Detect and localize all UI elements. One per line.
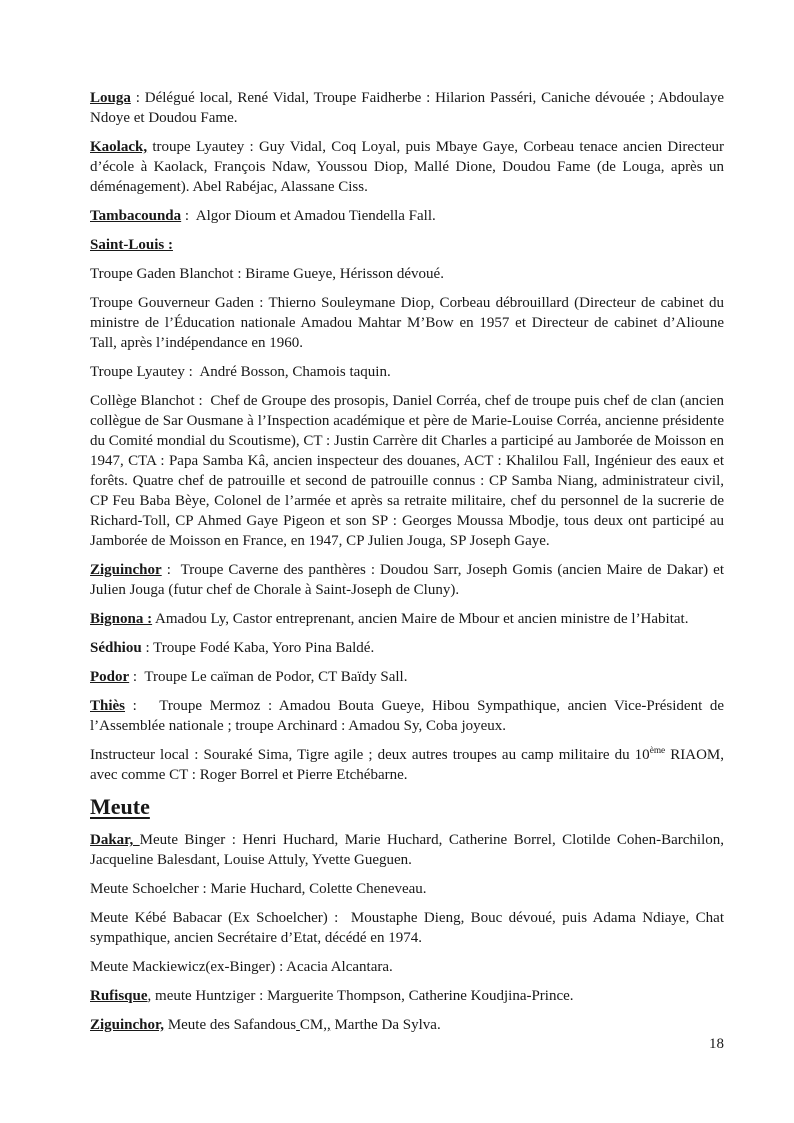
- paragraph: [90, 235, 724, 255]
- paragraph: [90, 830, 728, 870]
- section-heading: [90, 794, 724, 820]
- text-run: : Délégué local, René Vidal, Troupe Faidherbe : Hilarion Passéri, Caniche dévouée ; Abdoulaye Ndoye et Doudou Fame.: [90, 90, 728, 126]
- paragraph: [90, 609, 724, 629]
- text-run: CM: [299, 1017, 324, 1033]
- text-run: troupe Lyautey : Guy Vidal, Coq Loyal, puis Mbaye Gaye, Corbeau tenace ancien Directeur d’école à Kaolack, François Ndaw, Youssou Diop, Mallé Dione, Doudou Fame (de Louga, après un déménagement). Abel Rabéjac, Alassane Ciss.: [90, 139, 728, 195]
- text-run: ,,: [323, 1017, 331, 1033]
- paragraph: [90, 137, 728, 197]
- text-run: Meute Binger : Henri Huchard, Marie Huchard, Catherine Borrel, Clotilde Cohen-Barchilon, Jacqueline Balesdant, Louise Attuly, Yvette Gueguen.: [90, 832, 728, 868]
- text-run: Bignona :: [90, 611, 153, 627]
- text-run: Instructeur local : Souraké Sima, Tigre agile ; deux autres troupes au camp militaire du 10: [90, 747, 650, 763]
- text-run: Kaolack,: [90, 139, 148, 155]
- text-run: : Troupe Le caïman de Podor, CT Baïdy Sall.: [129, 669, 408, 685]
- text-run: Meute des Safandous: [164, 1017, 297, 1033]
- text-run: Troupe Lyautey : André Bosson, Chamois taquin.: [90, 364, 391, 380]
- paragraph: [90, 1015, 724, 1035]
- text-run: : Troupe Fodé Kaba, Yoro Pina Baldé.: [141, 640, 375, 656]
- paragraph: [90, 986, 724, 1006]
- paragraph: [90, 696, 728, 736]
- text-run: Troupe Gaden Blanchot : Birame Gueye, Hérisson dévoué.: [90, 266, 444, 282]
- paragraph: [90, 879, 724, 899]
- paragraph: [90, 560, 728, 600]
- paragraph: [90, 88, 728, 128]
- text-run: RIAOM, avec comme CT : Roger Borrel et Pierre Etchébarne.: [90, 747, 728, 783]
- text-run: Thiès: [90, 698, 126, 714]
- text-run: Ziguinchor,: [90, 1017, 165, 1033]
- text-run: Louga: [90, 90, 131, 106]
- paragraph: [90, 957, 724, 977]
- text-run: Meute Schoelcher : Marie Huchard, Colette Cheneveau.: [90, 881, 427, 897]
- text-run: , meute Huntziger : Marguerite Thompson, Catherine Koudjina-Prince.: [147, 988, 574, 1004]
- paragraph: [90, 908, 728, 948]
- paragraph: [90, 293, 728, 353]
- text-run: Sédhiou: [90, 640, 142, 656]
- paragraph: [90, 264, 724, 284]
- text-run: Meute Mackiewicz(ex-Binger) : Acacia Alcantara.: [90, 959, 393, 975]
- text-run: Marthe Da Sylva.: [330, 1017, 441, 1033]
- text-run: : Troupe Caverne des panthères : Doudou Sarr, Joseph Gomis (ancien Maire de Dakar) et Julien Jouga (futur chef de Chorale à Saint-Joseph de Cluny).: [90, 562, 728, 598]
- paragraph: [90, 667, 724, 687]
- text-run: Amadou Ly, Castor entreprenant, ancien Maire de Mbour et ancien ministre de l’Habitat.: [152, 611, 689, 627]
- text-run: Tambacounda: [90, 208, 182, 224]
- text-run: : Troupe Mermoz : Amadou Bouta Gueye, Hibou Sympathique, ancien Vice-Président de l’Assemblée nationale ; troupe Archinard : Amadou Sy, Coba joyeux.: [90, 698, 728, 734]
- text-run: Podor: [90, 669, 130, 685]
- paragraph: [90, 362, 724, 382]
- text-run: Saint-Louis :: [90, 237, 173, 253]
- text-run: : Algor Dioum et Amadou Tiendella Fall.: [181, 208, 436, 224]
- text-run: Meute: [90, 794, 150, 819]
- text-run: ème: [649, 746, 666, 756]
- text-run: Meute Kébé Babacar (Ex Schoelcher) : Moustaphe Dieng, Bouc dévoué, puis Adama Ndiaye, Chat sympathique, ancien Secrétaire d’Etat, décédé en 1974.: [90, 910, 728, 946]
- paragraph: [90, 391, 728, 551]
- paragraph: [90, 638, 724, 658]
- text-run: Collège Blanchot : Chef de Groupe des prosopis, Daniel Corréa, chef de troupe puis chef de clan (ancien collègue de Sar Ousmane à l’Inspection académique et père de Marie-Louise Corréa, ancienne présidente du Comité mondial du Scoutisme), CT : Justin Carrère dit Charles a participé au Jamborée de Moisson en 1947, CTA : Papa Samba Kâ, ancien inspecteur des douanes, ACT : Khalilou Fall, Ingénieur des eaux et forêts. Quatre chef de patrouille et second de patrouille connus : CP Samba Niang, administrateur civil, CP Feu Baba Bèye, Colonel de l’armée et après sa retraite militaire, chef du personnel de la sucrerie de Richard-Toll, CP Ahmed Gaye Pigeon et son SP : Georges Moussa Mbodje, tous deux ont participé au Jamborée de Moisson en France, en 1947, CP Julien Jouga, SP Joseph Gaye.: [90, 393, 728, 549]
- page-number: 18: [709, 1036, 724, 1052]
- document-body: [90, 88, 728, 1044]
- text-run: Rufisque: [90, 988, 148, 1004]
- text-run: Troupe Gouverneur Gaden : Thierno Souleymane Diop, Corbeau débrouillard (Directeur de cabinet du ministre de l’Éducation nationale Amadou Mahtar M’Bow en 1957 et Directeur de cabinet d’Alioune Tall, après l’indépendance en 1960.: [90, 295, 728, 351]
- text-run: Dakar,: [90, 832, 140, 848]
- text-run: Ziguinchor: [90, 562, 162, 578]
- paragraph: [90, 745, 728, 785]
- paragraph: [90, 206, 724, 226]
